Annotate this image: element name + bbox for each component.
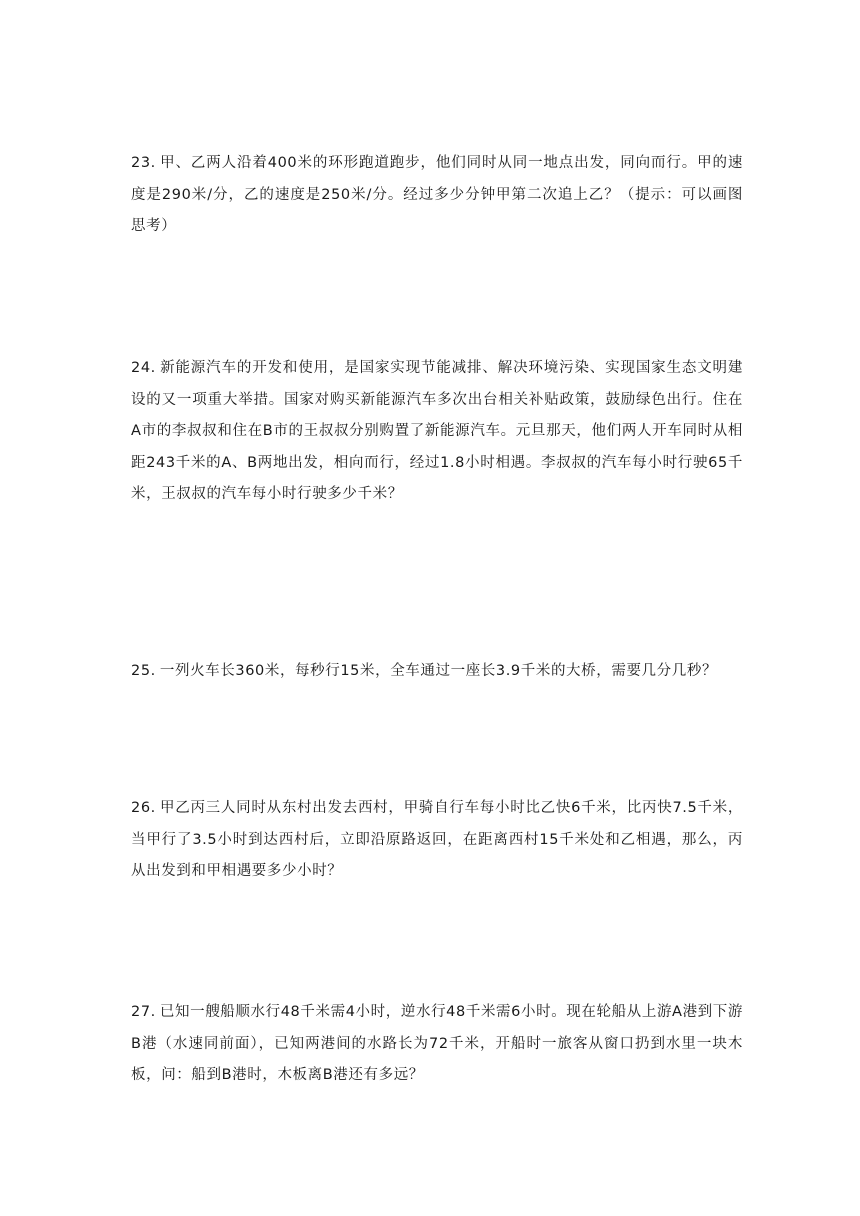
- problem-text: 甲乙丙三人同时从东村出发去西村，甲骑自行车每小时比乙快6千米，比丙快7.5千米，当甲行了3.5小时到达西村后，立即沿原路返回，在距离西村15千米处和乙相遇，那么，丙从出发到和甲相遇要多少小时？: [131, 800, 743, 879]
- problem-27: [131, 997, 743, 1092]
- problem-26: [131, 793, 743, 888]
- problem-23: [131, 148, 743, 243]
- problem-text: 已知一艘船顺水行48千米需4小时，逆水行48千米需6小时。现在轮船从上游A港到下游B港（水速同前面），已知两港间的水路长为72千米，开船时一旅客从窗口扔到水里一块木板，问：船到B港时，木板离B港还有多远？: [131, 1004, 743, 1083]
- problem-text: 甲、乙两人沿着400米的环形跑道跑步，他们同时从同一地点出发，同向而行。甲的速度是290米/分，乙的速度是250米/分。经过多少分钟甲第二次追上乙？（提示：可以画图思考）: [131, 155, 743, 234]
- problem-number: 24.: [131, 360, 156, 376]
- problem-25: [131, 656, 743, 688]
- problem-number: 25.: [131, 663, 156, 679]
- problem-number: 23.: [131, 155, 156, 171]
- problem-text: 一列火车长360米，每秒行15米，全车通过一座长3.9千米的大桥，需要几分几秒？: [159, 663, 718, 679]
- problem-24: [131, 353, 743, 511]
- problem-number: 27.: [131, 1004, 156, 1020]
- problem-text: 新能源汽车的开发和使用，是国家实现节能减排、解决环境污染、实现国家生态文明建设的又一项重大举措。国家对购买新能源汽车多次出台相关补贴政策，鼓励绿色出行。住在A市的李叔叔和住在B市的王叔叔分别购置了新能源汽车。元旦那天，他们两人开车同时从相距243千米的A、B两地出发，相向而行，经过1.8小时相遇。李叔叔的汽车每小时行驶65千米，王叔叔的汽车每小时行驶多少千米？: [131, 360, 743, 502]
- problem-number: 26.: [131, 800, 156, 816]
